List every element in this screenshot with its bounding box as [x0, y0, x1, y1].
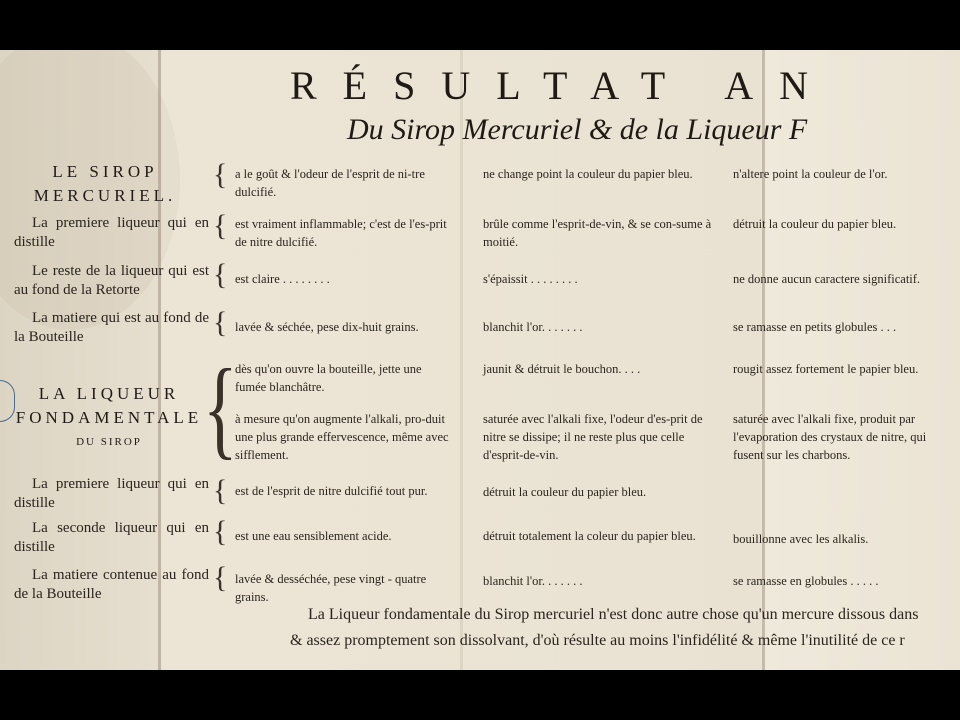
table-cell: a le goût & l'odeur de l'esprit de ni-tre dulcifié. — [235, 167, 425, 199]
table-cell: se ramasse en petits globules . . . — [733, 320, 897, 334]
heading-line: MERCURIEL. — [33, 186, 177, 205]
table-cell: lavée & desséchée, pese vingt - quatre grains. — [235, 572, 427, 604]
table-cell: dès qu'on ouvre la bouteille, jette une fumée blanchâtre. — [235, 362, 422, 394]
heading-line: DU SIROP — [76, 436, 142, 448]
table-cell: détruit la couleur du papier bleu. — [733, 217, 897, 231]
table-cell: lavée & séchée, pese dix-huit grains. — [235, 320, 419, 334]
brace-mark: { — [213, 258, 228, 291]
heading-line: LA LIQUEUR — [38, 384, 180, 403]
table-cell: détruit totalement la coleur du papier bleu. — [483, 529, 696, 543]
table-cell: jaunit & détruit le bouchon. . . . — [483, 362, 641, 376]
brace-mark: { — [213, 158, 228, 191]
ink-bleed-mark — [0, 380, 15, 422]
brace-mark: { — [213, 515, 228, 548]
table-cell: est claire . . . . . . . . — [235, 272, 330, 286]
table-cell: ne change point la couleur du papier bleu. — [483, 167, 693, 181]
table-cell: bouillonne avec les alkalis. — [733, 532, 869, 546]
table-cell: détruit la couleur du papier bleu. — [483, 485, 647, 499]
heading-line: LE SIROP — [52, 162, 158, 181]
brace-mark: { — [213, 209, 228, 242]
table-cell: ne donne aucun caractere significatif. — [733, 272, 921, 286]
table-cell: saturée avec l'alkali fixe, l'odeur d'es-prit de nitre se dissipe; il ne reste plus que celle d'esprit-de-vin. — [483, 412, 703, 462]
large-brace-mark: { — [203, 345, 238, 470]
brace-mark: { — [213, 561, 228, 594]
heading-line: FONDAMENTALE — [15, 408, 203, 427]
row-label: La premiere liqueur qui en distille — [14, 215, 209, 250]
table-cell: est une eau sensiblement acide. — [235, 529, 392, 543]
row-label: La seconde liqueur qui en distille — [14, 520, 209, 555]
section-heading-sirop — [20, 160, 190, 208]
table-cell: s'épaissit . . . . . . . . — [483, 272, 578, 286]
table-cell: est vraiment inflammable; c'est de l'es-prit de nitre dulcifié. — [235, 217, 447, 249]
table-cell: n'altere point la couleur de l'or. — [733, 167, 888, 181]
table-cell: brûle comme l'esprit-de-vin, & se con-sume à moitié. — [483, 217, 712, 249]
section-heading-liqueur — [14, 382, 204, 454]
document-subtitle: Du Sirop Mercuriel & de la Liqueur F — [347, 113, 808, 146]
table-cell: saturée avec l'alkali fixe, produit par l'evaporation des crystaux de nitre, qui fusent sur les charbons. — [733, 412, 927, 462]
row-label: La matiere contenue au fond de la Bouteille — [14, 567, 209, 602]
row-label: La premiere liqueur qui en distille — [14, 476, 209, 511]
document-title: RÉSULTAT AN — [290, 63, 834, 108]
table-cell: rougit assez fortement le papier bleu. — [733, 362, 919, 376]
footer-line-2: & assez promptement son dissolvant, d'où résulte au moins l'infidélité & même l'inutilité de ce r — [290, 632, 905, 649]
table-cell: à mesure qu'on augmente l'alkali, pro-duit une plus grande effervescence, même avec sifflement. — [235, 412, 449, 462]
bottom-letterbox — [0, 670, 960, 720]
row-label: La matiere qui est au fond de la Bouteille — [14, 310, 209, 345]
footer-line-1: La Liqueur fondamentale du Sirop mercuriel n'est donc autre chose qu'un mercure dissous dans — [308, 606, 919, 623]
row-label: Le reste de la liqueur qui est au fond de la Retorte — [14, 263, 209, 298]
table-cell: blanchit l'or. . . . . . . — [483, 574, 583, 588]
brace-mark: { — [213, 306, 228, 339]
table-cell: se ramasse en globules . . . . . — [733, 574, 879, 588]
top-letterbox — [0, 0, 960, 50]
brace-mark: { — [213, 474, 228, 507]
table-cell: blanchit l'or. . . . . . . — [483, 320, 583, 334]
table-cell: est de l'esprit de nitre dulcifié tout pur. — [235, 484, 428, 498]
